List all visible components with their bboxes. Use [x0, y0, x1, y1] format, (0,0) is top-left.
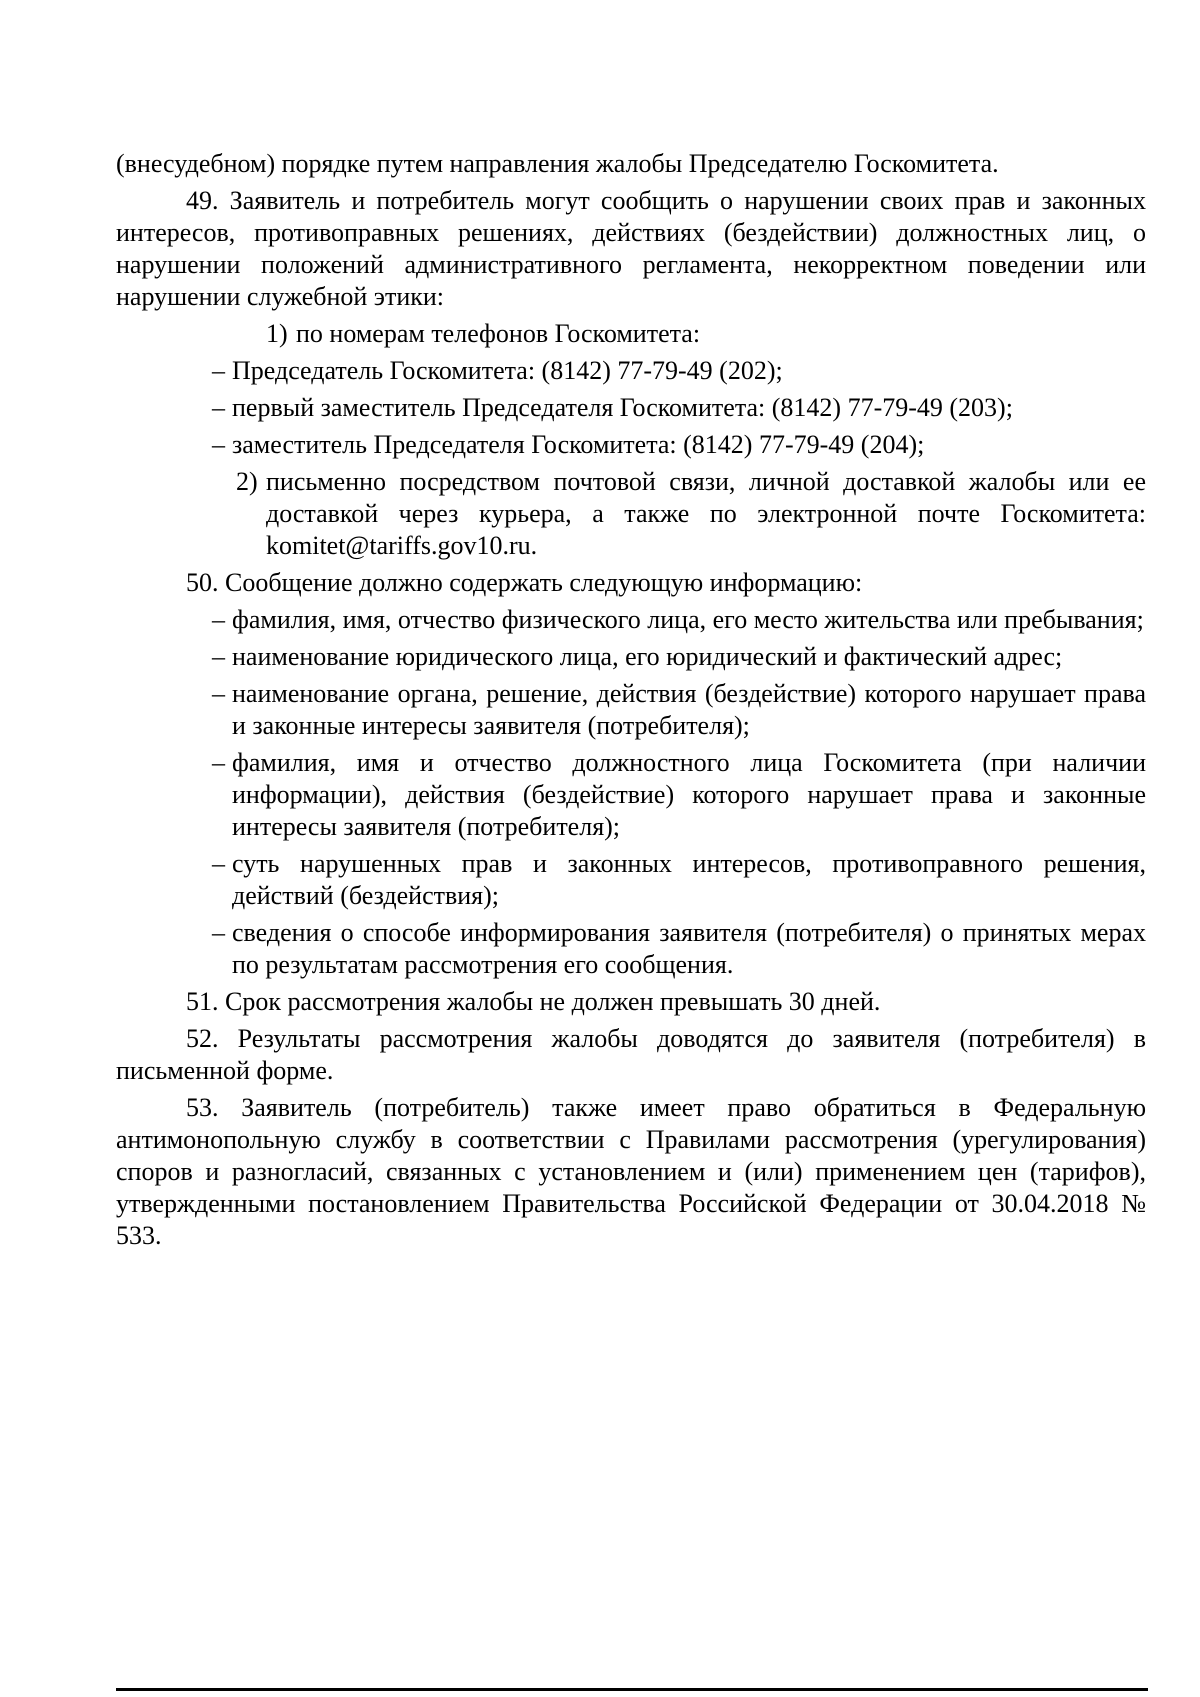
list-item-info [116, 747, 1146, 843]
item-number: 1) [266, 319, 288, 348]
list-item-text: суть нарушенных прав и законных интересов, противоправного решения, действий (бездействия); [232, 849, 1146, 910]
list-item-phone [116, 392, 1146, 424]
list-item-text: заместитель Председателя Госкомитета: (8142) 77-79-49 (204); [232, 430, 925, 459]
dash-marker: – [212, 642, 225, 671]
document-body [116, 148, 1146, 1252]
paragraph-53: 53. Заявитель (потребитель) также имеет право обратиться в Федеральную антимонопольную службу в соответствии с Правилами рассмотрения (урегулирования) споров и разногласий, связанных с установлением и (или) применением цен (тарифов), утвержденными постановлением Правительства Российской Федерации от 30.04.2018 № 533. [116, 1093, 1146, 1250]
list-item-text: наименование юридического лица, его юридический и фактический адрес; [232, 642, 1063, 671]
list-item-text: наименование органа, решение, действия (бездействие) которого нарушает права и законные интересы заявителя (потребителя); [232, 679, 1146, 740]
list-item-info [116, 917, 1146, 981]
list-item-text: фамилия, имя и отчество должностного лица Госкомитета (при наличии информации), действия (бездействие) которого нарушает права и законные интересы заявителя (потребителя); [232, 748, 1146, 841]
numbered-item-2 [116, 466, 1146, 562]
numbered-item-1 [116, 318, 1146, 350]
item-text: письменно посредством почтовой связи, личной доставкой жалобы или ее доставкой через курьера, а также по электронной почте Госкомитета: komitet@tariffs.gov10.ru. [266, 467, 1146, 560]
dash-marker: – [212, 356, 225, 385]
paragraph-51: 51. Срок рассмотрения жалобы не должен превышать 30 дней. [186, 987, 881, 1016]
list-item-phone [116, 429, 1146, 461]
paragraph-49: 49. Заявитель и потребитель могут сообщить о нарушении своих прав и законных интересов, противоправных решениях, действиях (бездействии) должностных лиц, о нарушении положений административного регламента, некорректном поведении или нарушении служебной этики: [116, 186, 1146, 311]
dash-marker: – [212, 393, 225, 422]
list-item-text: первый заместитель Председателя Госкомитета: (8142) 77-79-49 (203); [232, 393, 1013, 422]
list-item-phone [116, 355, 1146, 387]
list-item-info [116, 604, 1146, 636]
item-number: 2) [236, 467, 258, 496]
list-item-info [116, 678, 1146, 742]
footer-rule [116, 1688, 1148, 1691]
item-text: по номерам телефонов Госкомитета: [296, 319, 701, 348]
list-item-text: фамилия, имя, отчество физического лица, его место жительства или пребывания; [232, 605, 1144, 634]
list-item-text: сведения о способе информирования заявителя (потребителя) о принятых мерах по результатам рассмотрения его сообщения. [232, 918, 1146, 979]
list-item-text: Председатель Госкомитета: (8142) 77-79-49 (202); [232, 356, 783, 385]
dash-marker: – [212, 849, 225, 878]
dash-marker: – [212, 679, 225, 708]
list-item-info [116, 641, 1146, 673]
paragraph-50: 50. Сообщение должно содержать следующую информацию: [186, 568, 863, 597]
list-item-info [116, 848, 1146, 912]
dash-marker: – [212, 918, 225, 947]
dash-marker: – [212, 430, 225, 459]
dash-marker: – [212, 605, 225, 634]
paragraph-continuation: (внесудебном) порядке путем направления жалобы Председателю Госкомитета. [116, 149, 999, 178]
dash-marker: – [212, 748, 225, 777]
paragraph-52: 52. Результаты рассмотрения жалобы доводятся до заявителя (потребителя) в письменной форме. [116, 1024, 1146, 1085]
